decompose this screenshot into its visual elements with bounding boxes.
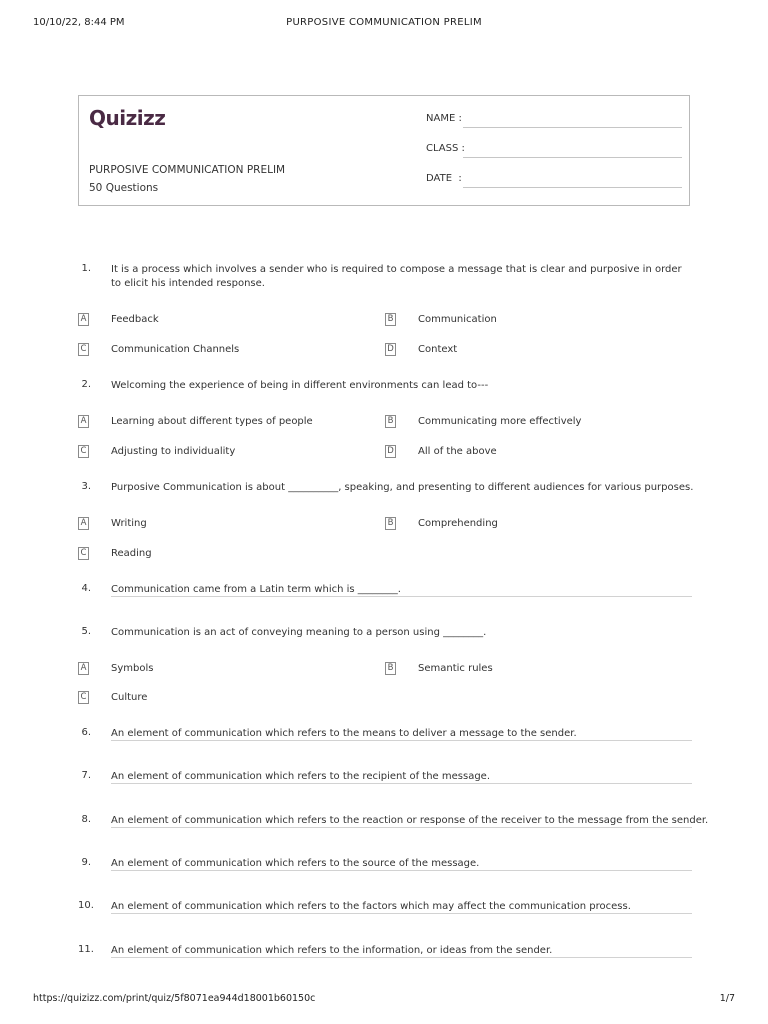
option-text: Culture xyxy=(111,692,148,703)
option-letter: C xyxy=(78,691,89,704)
question-number: 1. xyxy=(81,263,91,274)
option-letter: C xyxy=(78,343,89,356)
date-field[interactable] xyxy=(426,172,682,188)
question-2 xyxy=(78,379,692,393)
option-text: Semantic rules xyxy=(418,663,493,674)
question-text[interactable]: An element of communication which refers to the reaction or response of the receiver to the message from the sender. xyxy=(111,815,709,826)
date-label: DATE : xyxy=(426,173,462,184)
question-number: 5. xyxy=(81,626,91,637)
question-text[interactable]: Communication came from a Latin term which is ________. xyxy=(111,583,692,597)
class-line[interactable] xyxy=(463,157,682,158)
option-text: Learning about different types of people xyxy=(111,416,313,427)
question-number: 4. xyxy=(81,583,91,594)
option-text: Communicating more effectively xyxy=(418,416,582,427)
question-text: It is a process which involves a sender who is required to compose a message that is clear and purposive in order to elicit his intended response. xyxy=(111,264,682,289)
question-number: 10. xyxy=(78,900,94,911)
question-6 xyxy=(78,727,692,743)
question-number: 3. xyxy=(81,481,91,492)
option-letter: A xyxy=(78,662,89,675)
name-label: NAME : xyxy=(426,113,462,124)
question-text: Communication is an act of conveying meaning to a person using ________. xyxy=(111,627,487,638)
question-number: 2. xyxy=(81,379,91,390)
question-number: 9. xyxy=(81,857,91,868)
question-text[interactable]: An element of communication which refers to the recipient of the message. xyxy=(111,770,692,784)
option-letter: B xyxy=(385,313,396,326)
option-letter: B xyxy=(385,662,396,675)
option-letter: A xyxy=(78,415,89,428)
question-text[interactable]: An element of communication which refers to the factors which may affect the communication process. xyxy=(111,900,692,914)
question-count: 50 Questions xyxy=(89,182,159,194)
print-header xyxy=(33,17,735,31)
print-datetime: 10/10/22, 8:44 PM xyxy=(33,17,125,28)
question-3 xyxy=(78,481,692,495)
date-line[interactable] xyxy=(463,187,682,188)
question-number: 6. xyxy=(81,727,91,738)
class-field[interactable] xyxy=(426,142,682,158)
option-text: Communication xyxy=(418,314,497,325)
option-text: Reading xyxy=(111,548,152,559)
question-text: Purposive Communication is about __________, speaking, and presenting to different audiences for various purposes. xyxy=(111,482,694,493)
question-10 xyxy=(78,900,692,916)
print-title: PURPOSIVE COMMUNICATION PRELIM xyxy=(286,17,482,28)
quiz-header-box xyxy=(78,95,690,206)
quiz-title: PURPOSIVE COMMUNICATION PRELIM xyxy=(89,164,286,176)
question-5 xyxy=(78,626,692,640)
print-url[interactable]: https://quizizz.com/print/quiz/5f8071ea944d18001b60150c xyxy=(33,993,316,1004)
question-9 xyxy=(78,857,692,873)
question-7 xyxy=(78,770,692,786)
quizizz-logo xyxy=(89,104,169,132)
question-text[interactable]: An element of communication which refers to the information, or ideas from the sender. xyxy=(111,944,692,958)
option-text: Symbols xyxy=(111,663,154,674)
question-1 xyxy=(78,263,692,291)
question-text: Welcoming the experience of being in different environments can lead to--- xyxy=(111,380,489,391)
svg-text:Quizizz: Quizizz xyxy=(89,106,166,130)
question-8 xyxy=(78,814,709,830)
name-line[interactable] xyxy=(463,127,682,128)
option-letter: D xyxy=(385,445,396,458)
option-letter: C xyxy=(78,445,89,458)
option-letter: A xyxy=(78,313,89,326)
question-number: 8. xyxy=(81,814,91,825)
name-field[interactable] xyxy=(426,112,682,128)
question-number: 7. xyxy=(81,770,91,781)
option-letter: B xyxy=(385,415,396,428)
option-text: Writing xyxy=(111,518,147,529)
option-text: Context xyxy=(418,344,458,355)
print-footer xyxy=(33,993,735,1007)
option-letter: D xyxy=(385,343,396,356)
option-text: Communication Channels xyxy=(111,344,240,355)
option-text: Feedback xyxy=(111,314,159,325)
page-number: 1/7 xyxy=(719,993,735,1004)
class-label: CLASS : xyxy=(426,143,465,154)
option-text: All of the above xyxy=(418,446,497,457)
question-11 xyxy=(78,944,692,960)
option-text: Comprehending xyxy=(418,518,498,529)
question-text[interactable]: An element of communication which refers to the source of the message. xyxy=(111,857,692,871)
question-number: 11. xyxy=(78,944,94,955)
question-text[interactable]: An element of communication which refers to the means to deliver a message to the sender. xyxy=(111,727,692,741)
option-letter: B xyxy=(385,517,396,530)
option-text: Adjusting to individuality xyxy=(111,446,236,457)
option-letter: A xyxy=(78,517,89,530)
question-4 xyxy=(78,583,692,599)
option-letter: C xyxy=(78,547,89,560)
